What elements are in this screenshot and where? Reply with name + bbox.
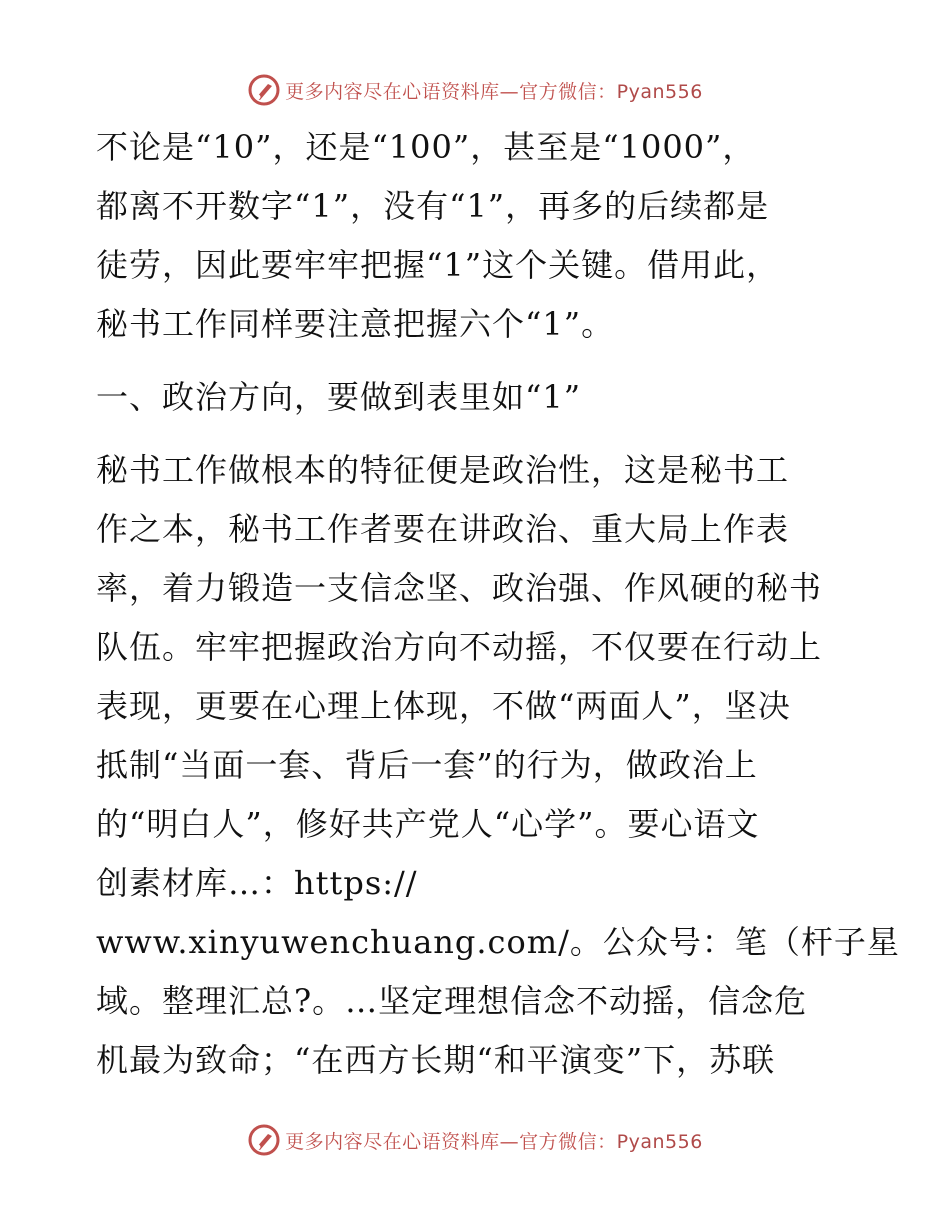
- text-line: 抵制“当面一套、背后一套”的行为，做政治上: [96, 746, 758, 784]
- footer-banner: [0, 1120, 950, 1160]
- text-line: 都离不开数字“1”，没有“1”，再多的后续都是: [96, 187, 770, 225]
- section-heading: [96, 368, 856, 427]
- text-line: 机最为致命；“在西方长期“和平演变”下，苏联: [96, 1041, 776, 1079]
- text-line: 队伍。牢牢把握政治方向不动摇，不仅要在行动上: [96, 628, 823, 666]
- text-line: 秘书工作做根本的特征便是政治性，这是秘书工: [96, 451, 790, 489]
- heading-line: 一、政治方向，要做到表里如“1”: [96, 378, 582, 416]
- banner-wechat-id: Pyan556: [616, 1130, 703, 1153]
- header-banner: [0, 70, 950, 110]
- pen-logo-icon: [247, 1123, 281, 1157]
- paragraph-body: [96, 441, 900, 1090]
- text-line: 徒劳，因此要牢牢把握“1”这个关键。借用此，: [96, 246, 780, 284]
- paragraph-intro: [96, 118, 856, 354]
- text-line: 不论是“10”，还是“100”，甚至是“1000”，: [96, 128, 756, 166]
- document-body: [96, 118, 900, 1090]
- banner-text: 更多内容尽在心语资料库—官方微信：: [285, 1130, 617, 1153]
- text-line: 率，着力锻造一支信念坚、政治强、作风硬的秘书: [96, 569, 823, 607]
- text-line: www.xinyuwenchuang.com/。公众号：笔（杆子星: [96, 923, 900, 961]
- text-line: 表现，更要在心理上体现，不做“两面人”，坚决: [96, 687, 791, 725]
- text-line: 秘书工作同样要注意把握六个“1”。: [96, 305, 615, 343]
- banner-text: 更多内容尽在心语资料库—官方微信：: [285, 80, 617, 103]
- text-line: 作之本，秘书工作者要在讲政治、重大局上作表: [96, 510, 790, 548]
- pen-logo-icon: [247, 73, 281, 107]
- text-line: 域。整理汇总?。…坚定理想信念不动摇，信念危: [96, 982, 808, 1020]
- banner-wechat-id: Pyan556: [616, 80, 703, 103]
- text-line: 的“明白人”，修好共产党人“心学”。要心语文: [96, 805, 760, 843]
- text-line: 创素材库…：https://: [96, 864, 418, 902]
